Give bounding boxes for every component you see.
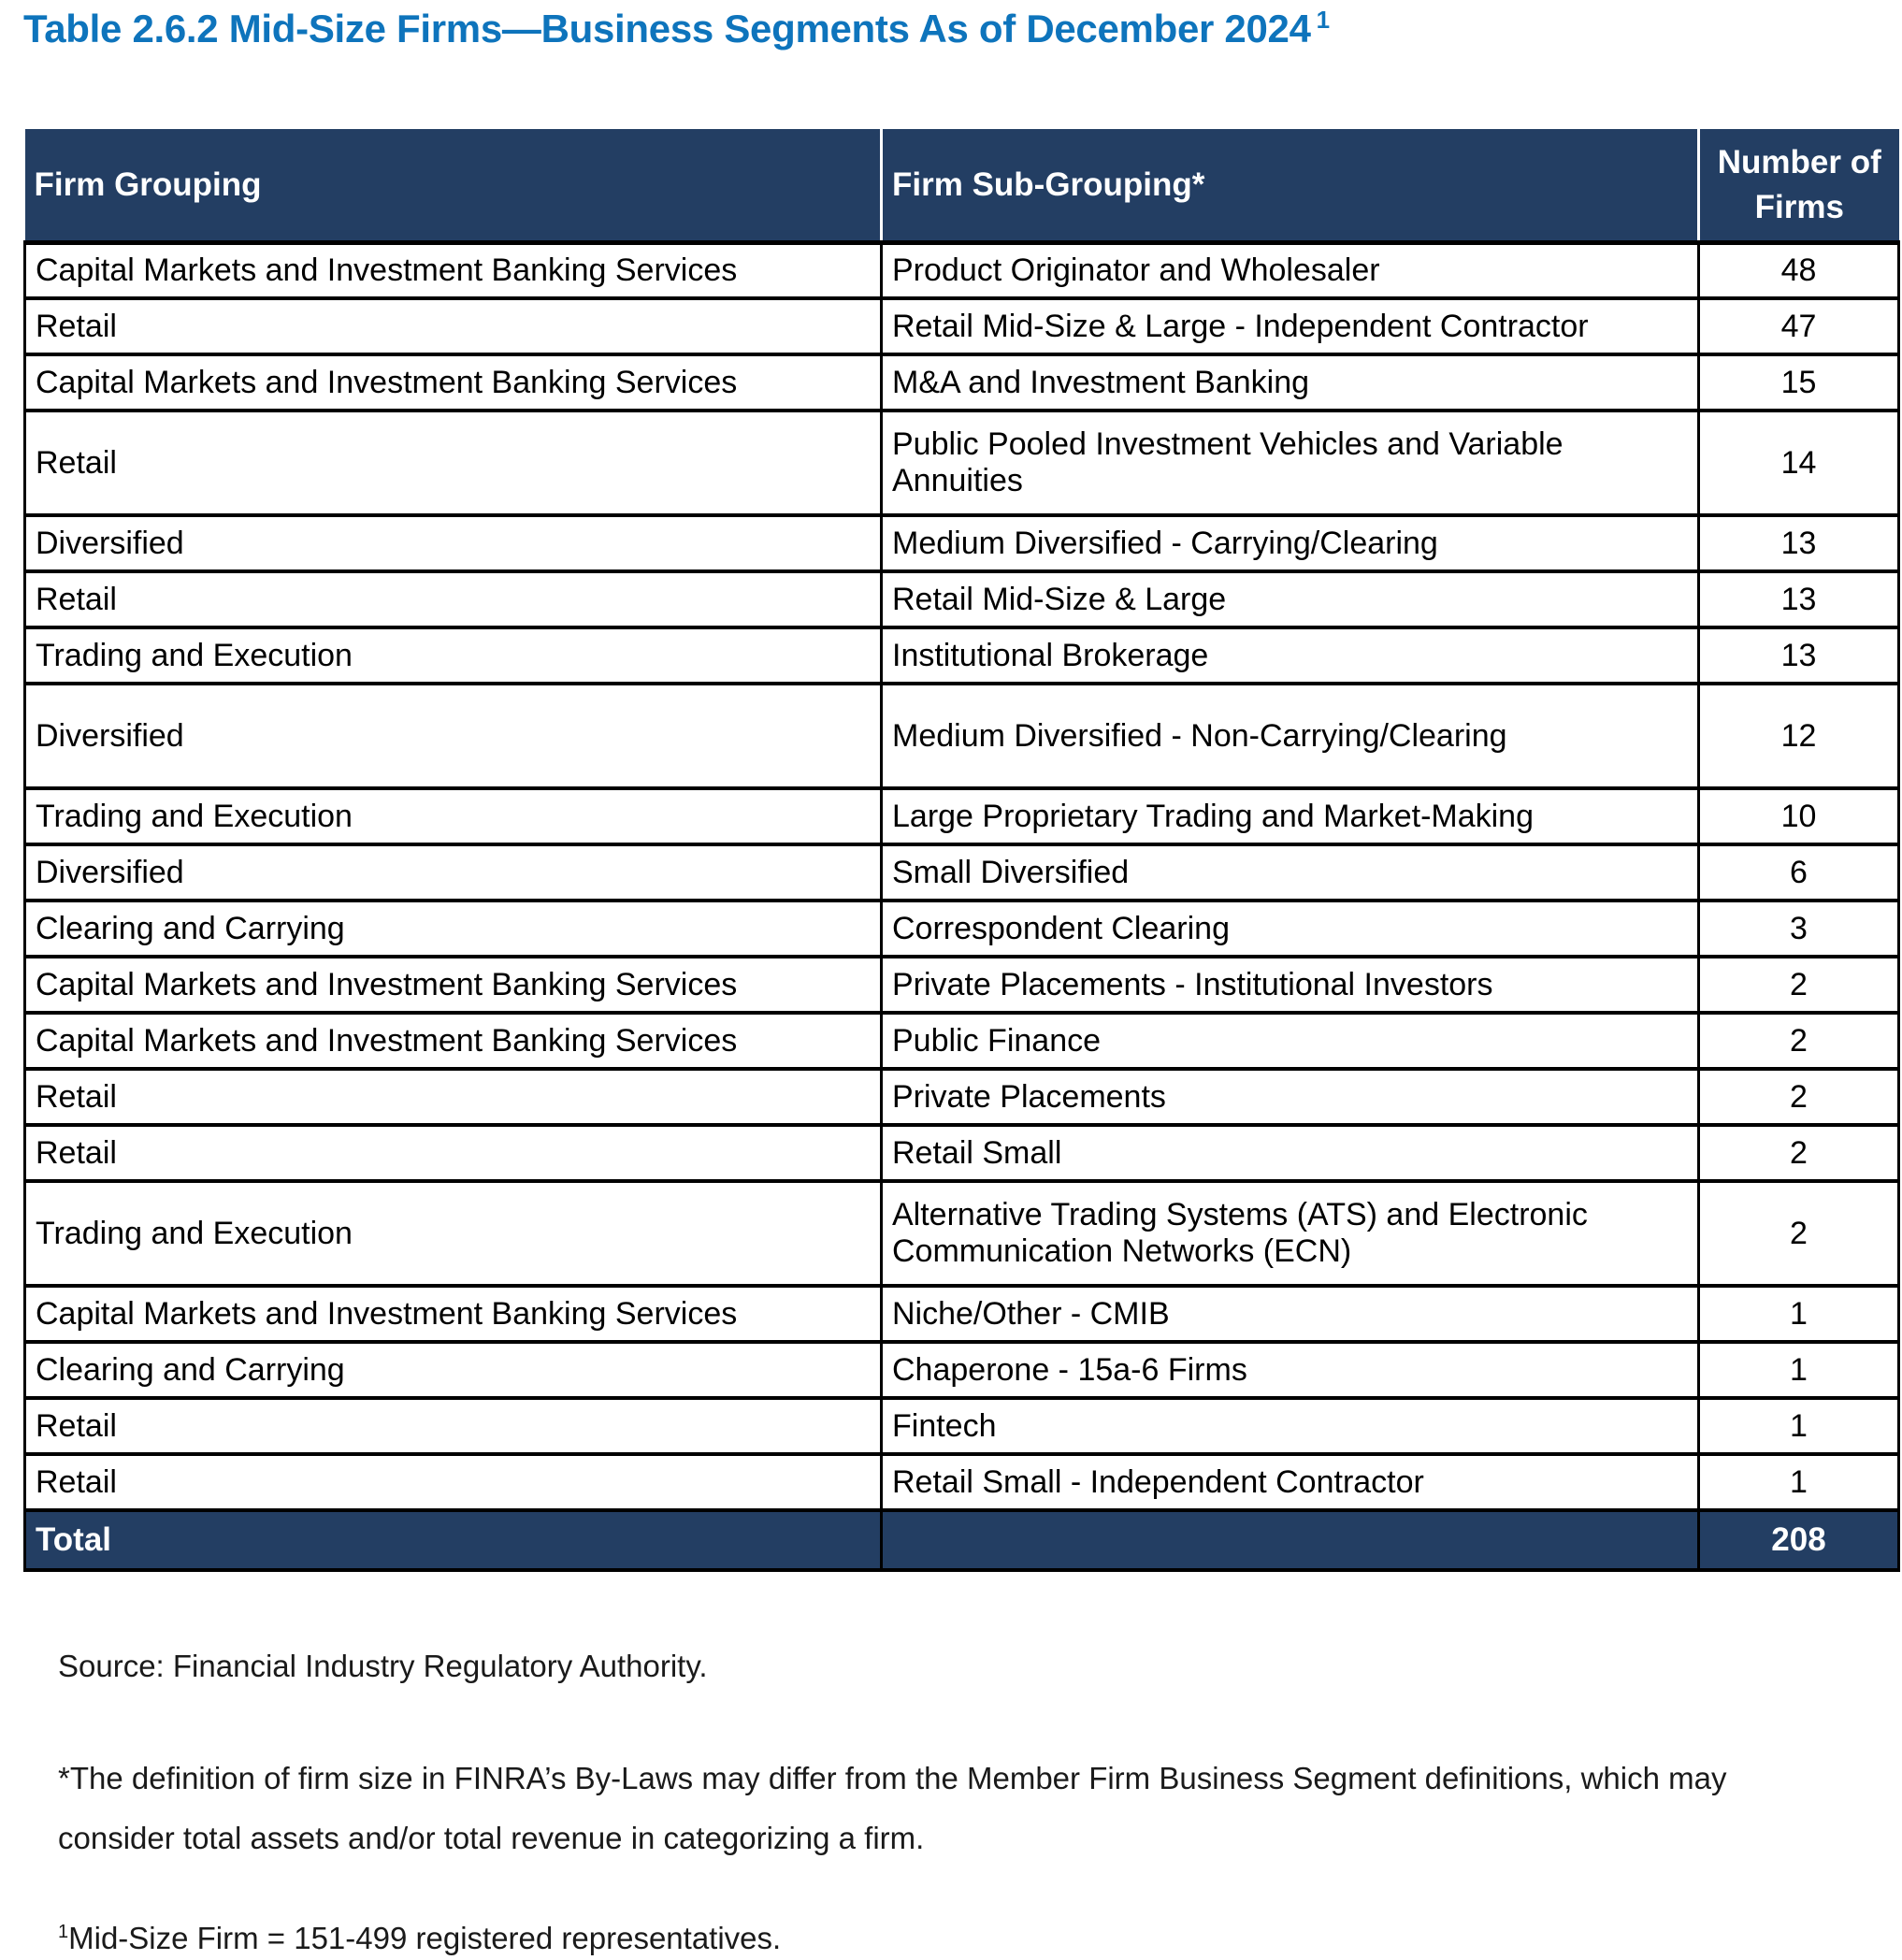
number-of-firms-cell: 48 <box>1699 242 1899 298</box>
firm-sub-grouping-cell: Retail Mid-Size & Large - Independent Contractor <box>882 298 1699 354</box>
number-of-firms-cell: 13 <box>1699 571 1899 627</box>
total-label: Total <box>25 1510 882 1570</box>
firm-sub-grouping-cell: Small Diversified <box>882 844 1699 901</box>
table-row <box>25 298 1899 354</box>
number-of-firms-cell: 1 <box>1699 1454 1899 1510</box>
firm-grouping-cell: Diversified <box>25 515 882 571</box>
table-row <box>25 901 1899 957</box>
midsize-definition-text: Mid-Size Firm = 151-499 registered representatives. <box>68 1921 782 1956</box>
table-row <box>25 788 1899 844</box>
number-of-firms-cell: 3 <box>1699 901 1899 957</box>
number-of-firms-cell: 2 <box>1699 1013 1899 1069</box>
firm-sub-grouping-cell: Alternative Trading Systems (ATS) and Electronic Communication Networks (ECN) <box>882 1181 1699 1286</box>
business-segments-table <box>23 129 1900 1572</box>
table-row <box>25 1286 1899 1342</box>
firm-sub-grouping-cell: Public Pooled Investment Vehicles and Variable Annuities <box>882 411 1699 515</box>
number-of-firms-cell: 13 <box>1699 627 1899 684</box>
table-row <box>25 627 1899 684</box>
firm-sub-grouping-cell: Niche/Other - CMIB <box>882 1286 1699 1342</box>
table-title-text: Table 2.6.2 Mid-Size Firms—Business Segments As of December 2024 <box>23 7 1311 50</box>
firm-sub-grouping-cell: Retail Mid-Size & Large <box>882 571 1699 627</box>
firm-grouping-cell: Diversified <box>25 684 882 788</box>
column-header-number-of-firms: Number of Firms <box>1699 129 1899 242</box>
firm-sub-grouping-cell: M&A and Investment Banking <box>882 354 1699 411</box>
column-header-firm-grouping: Firm Grouping <box>25 129 882 242</box>
firm-grouping-cell: Trading and Execution <box>25 788 882 844</box>
number-of-firms-cell: 6 <box>1699 844 1899 901</box>
table-row <box>25 1454 1899 1510</box>
firm-grouping-cell: Capital Markets and Investment Banking Services <box>25 354 882 411</box>
table-row <box>25 515 1899 571</box>
table-row <box>25 1342 1899 1398</box>
total-row <box>25 1510 1899 1570</box>
firm-grouping-cell: Trading and Execution <box>25 1181 882 1286</box>
firm-sub-grouping-cell: Medium Diversified - Non-Carrying/Clearing <box>882 684 1699 788</box>
firm-sub-grouping-cell: Retail Small - Independent Contractor <box>882 1454 1699 1510</box>
number-of-firms-cell: 1 <box>1699 1286 1899 1342</box>
number-of-firms-cell: 15 <box>1699 354 1899 411</box>
firm-grouping-cell: Retail <box>25 1398 882 1454</box>
firm-sub-grouping-cell: Large Proprietary Trading and Market-Making <box>882 788 1699 844</box>
number-of-firms-cell: 2 <box>1699 1181 1899 1286</box>
firm-grouping-cell: Retail <box>25 571 882 627</box>
firm-grouping-cell: Clearing and Carrying <box>25 901 882 957</box>
table-row <box>25 354 1899 411</box>
firm-grouping-cell: Capital Markets and Investment Banking Services <box>25 1013 882 1069</box>
table-title-footnote-ref: 1 <box>1316 6 1330 34</box>
asterisk-note: *The definition of firm size in FINRA’s By-Laws may differ from the Member Firm Business Segment definitions, which may consider total assets and/or total revenue in categorizing a firm. <box>58 1760 1727 1855</box>
firm-sub-grouping-cell: Medium Diversified - Carrying/Clearing <box>882 515 1699 571</box>
number-of-firms-cell: 1 <box>1699 1342 1899 1398</box>
total-count: 208 <box>1699 1510 1899 1570</box>
firm-grouping-cell: Capital Markets and Investment Banking Services <box>25 1286 882 1342</box>
table-row <box>25 844 1899 901</box>
source-note: Source: Financial Industry Regulatory Authority. <box>58 1649 708 1684</box>
table-row <box>25 1069 1899 1125</box>
firm-grouping-cell: Retail <box>25 1069 882 1125</box>
firm-sub-grouping-cell: Private Placements - Institutional Investors <box>882 957 1699 1013</box>
number-of-firms-cell: 14 <box>1699 411 1899 515</box>
number-of-firms-cell: 47 <box>1699 298 1899 354</box>
firm-grouping-cell: Retail <box>25 411 882 515</box>
number-of-firms-cell: 10 <box>1699 788 1899 844</box>
number-of-firms-cell: 2 <box>1699 1125 1899 1181</box>
table-row <box>25 1125 1899 1181</box>
firm-sub-grouping-cell: Retail Small <box>882 1125 1699 1181</box>
firm-sub-grouping-cell: Public Finance <box>882 1013 1699 1069</box>
number-of-firms-cell: 12 <box>1699 684 1899 788</box>
number-of-firms-cell: 1 <box>1699 1398 1899 1454</box>
midsize-definition-note <box>58 1917 1902 1960</box>
table-row <box>25 957 1899 1013</box>
number-of-firms-cell: 13 <box>1699 515 1899 571</box>
table-row <box>25 1398 1899 1454</box>
header-row <box>25 129 1899 242</box>
number-of-firms-cell: 2 <box>1699 1069 1899 1125</box>
table-body <box>25 242 1899 1510</box>
firm-sub-grouping-cell: Institutional Brokerage <box>882 627 1699 684</box>
firm-grouping-cell: Diversified <box>25 844 882 901</box>
firm-sub-grouping-cell: Private Placements <box>882 1069 1699 1125</box>
table-title <box>23 6 1902 52</box>
firm-grouping-cell: Retail <box>25 1125 882 1181</box>
firm-grouping-cell: Capital Markets and Investment Banking Services <box>25 242 882 298</box>
firm-grouping-cell: Trading and Execution <box>25 627 882 684</box>
firm-sub-grouping-cell: Fintech <box>882 1398 1699 1454</box>
firm-sub-grouping-cell: Correspondent Clearing <box>882 901 1699 957</box>
midsize-definition-footnote-ref: 1 <box>58 1922 69 1943</box>
firm-grouping-cell: Retail <box>25 298 882 354</box>
table-row <box>25 571 1899 627</box>
total-spacer-cell <box>882 1510 1699 1570</box>
firm-sub-grouping-cell: Product Originator and Wholesaler <box>882 242 1699 298</box>
report-page <box>0 6 1902 1956</box>
table-row <box>25 1013 1899 1069</box>
table-row <box>25 242 1899 298</box>
firm-grouping-cell: Capital Markets and Investment Banking Services <box>25 957 882 1013</box>
table-row <box>25 411 1899 515</box>
firm-grouping-cell: Clearing and Carrying <box>25 1342 882 1398</box>
firm-sub-grouping-cell: Chaperone - 15a-6 Firms <box>882 1342 1699 1398</box>
firm-grouping-cell: Retail <box>25 1454 882 1510</box>
table-row <box>25 1181 1899 1286</box>
number-of-firms-cell: 2 <box>1699 957 1899 1013</box>
table-row <box>25 684 1899 788</box>
column-header-firm-sub-grouping: Firm Sub-Grouping* <box>882 129 1699 242</box>
